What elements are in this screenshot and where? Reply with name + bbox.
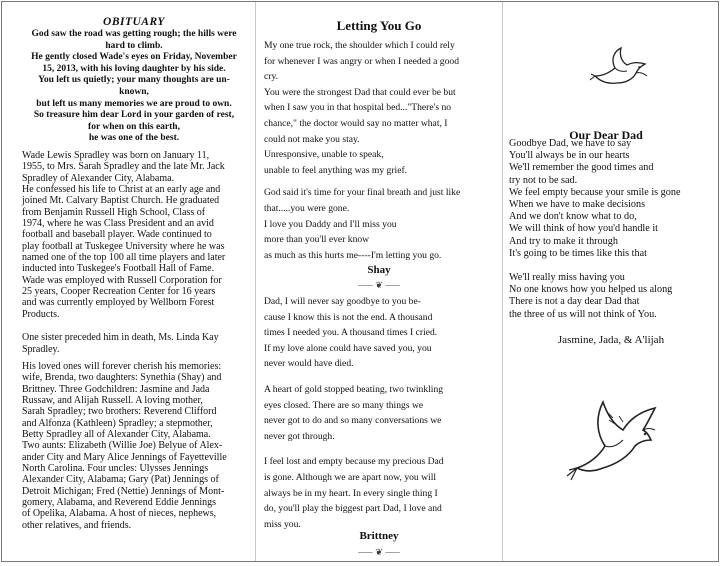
tribute-line: always be in my heart. In every single thing I — [264, 487, 438, 499]
poem-line: the three of us will not think of You. — [509, 308, 657, 320]
tribute-line: A heart of gold stopped beating, two twinkling — [264, 383, 444, 395]
bio-line: Spradley of Alexander City, Alabama. — [22, 172, 175, 184]
obituary-column — [16, 2, 252, 561]
shay-tribute — [264, 294, 496, 532]
tribute-line: eyes closed. There are so many things we — [264, 399, 424, 411]
tribute-line: I feel lost and empty because my precious Dad — [264, 456, 444, 468]
our-dear-dad-column — [507, 2, 715, 561]
obituary-title: OBITUARY — [103, 16, 165, 28]
bio-line: Two aunts: Elizabeth (Willie Joe) Belyue of Alex- — [22, 440, 223, 452]
our-dear-dad-title: Our Dear Dad — [569, 127, 643, 142]
bio-line: His loved ones will forever cherish his memories: — [22, 360, 222, 372]
dove-icon — [559, 390, 671, 486]
poem-line: You left us quietly; your many thoughts are un- — [38, 75, 230, 86]
poem-line: It's going to be times like this that — [509, 247, 647, 259]
poem-line: could not make you stay. — [264, 133, 360, 145]
bio-line: Products. — [22, 308, 60, 320]
poem-line: I love you Daddy and I'll miss you — [264, 218, 397, 230]
poem-line: He gently closed Wade's eyes on Friday, November — [31, 52, 237, 63]
bio-line: 1955, to Mrs. Sarah Spradley and the late Mr. Jack — [22, 161, 225, 173]
poem-line: We'll remember the good times and — [509, 162, 654, 174]
column-divider — [255, 2, 256, 561]
poem-line: cry. — [264, 71, 279, 83]
shay-signature: Shay — [367, 264, 391, 276]
tribute-line: cause I know this is not the end. A thousand — [264, 311, 433, 323]
poem-line: as much as this hurts me----I'm letting you go. — [264, 249, 442, 261]
tribute-line: miss you. — [264, 518, 301, 530]
bio-line: Wade was employed with Russell Corporation for — [22, 274, 222, 286]
poem-line: for whenever I was angry or when I needed a good — [264, 55, 459, 67]
poem-line: There is not a day dear Dad that — [509, 296, 640, 308]
poem-line: but left us many memories we are proud to own. — [36, 98, 232, 109]
letting-you-go-poem — [264, 38, 496, 263]
bio-line: ander City and Mary Alice Jennings of Fayetteville — [22, 451, 227, 463]
grandchildren-signature: Jasmine, Jada, & A'lijah — [557, 334, 665, 346]
letting-you-go-title: Letting You Go — [336, 18, 422, 33]
poem-line: when I saw you in that hospital bed..."There's no — [264, 102, 452, 114]
bio-line: inducted into Tuskegee's Football Hall of Fame. — [22, 263, 215, 275]
bio-line: Spradley. — [22, 343, 60, 355]
poem-line: When we have to make decisions — [509, 199, 646, 211]
brittney-signature: Brittney — [359, 530, 399, 542]
tribute-line: is gone. Although we are apart now, you will — [264, 471, 437, 483]
bio-line: play football at Tuskegee University where he was — [22, 240, 225, 252]
tribute-line: never would have died. — [264, 358, 354, 370]
our-dear-dad-poem — [509, 138, 713, 321]
bio-line: from Benjamin Russell High School, Class of — [22, 206, 206, 218]
bio-line: Russaw, and Alijah Russell. A loving mother, — [22, 394, 203, 406]
poem-line: We feel empty because your smile is gone — [509, 186, 681, 198]
bio-line: football and baseball player. Wade continued to — [22, 229, 212, 241]
bio-line: Detroit Michigan; Fred (Nettie) Jennings of Mont- — [22, 485, 225, 497]
poem-line: God saw the road was getting rough; the hills were — [31, 29, 237, 39]
bio-line: and was currently employed by Wellborn Forest — [22, 297, 215, 309]
poem-line: Goodbye Dad, we have to say — [509, 138, 632, 149]
bio-line: 1974, where he was Class President and an avid — [22, 218, 214, 230]
bio-line: named one of the top 100 all time players and later — [22, 252, 226, 264]
poem-line: No one knows how you helped us along — [509, 284, 673, 296]
poem-line: You'll always be in our hearts — [509, 150, 630, 162]
bio-line: He confessed his life to Christ at an early age and — [22, 184, 221, 196]
poem-line: hard to climb. — [105, 40, 163, 51]
tribute-line: times I needed you. A thousand times I cried. — [264, 327, 438, 339]
poem-line: God said it's time for your final breath and just like — [264, 187, 461, 199]
bio-line: wife, Brenda, two daughters: Synethia (Shay) and — [22, 372, 222, 384]
bio-line: One sister preceded him in death, Ms. Linda Kay — [22, 332, 219, 344]
poem-line: chance," the doctor would say no matter what, I — [264, 117, 448, 129]
tribute-line: If my love alone could have saved you, you — [264, 342, 432, 354]
bio-line: other relatives, and friends. — [22, 519, 132, 531]
bio-line: North Carolina. Four uncles: Ulysses Jennings — [22, 462, 209, 474]
bio-line: Sarah Spradley; two brothers: Reverend Clifford — [22, 406, 217, 418]
bio-line: joined Mt. Calvary Baptist Church. He graduated — [22, 195, 220, 207]
tributes-column — [260, 2, 498, 561]
program-page — [1, 1, 719, 562]
ornament-divider: ⸺ ❦ ⸺ — [357, 547, 401, 557]
poem-line: And we don't know what to do, — [509, 211, 637, 223]
column-divider — [502, 2, 503, 561]
bio-line: of Opelika, Alabama. A host of nieces, nephews, — [22, 508, 217, 520]
bio-line: Betty Spradley all of Alexander City, Alabama. — [22, 428, 211, 440]
bio-line: and Alfonza (Kathleen) Spradley; a stepmother, — [22, 417, 213, 429]
bio-line: Wade Lewis Spradley was born on January 11, — [22, 150, 210, 161]
poem-line: So treasure him dear Lord in your garden of rest, — [33, 110, 235, 121]
ornament-divider: ⸺ ❦ ⸺ — [357, 280, 401, 290]
tribute-line: do, you'll play the biggest part Dad, I love and — [264, 503, 442, 515]
obituary-biography — [22, 144, 250, 531]
poem-line: We'll really miss having you — [509, 272, 625, 284]
poem-line: Unresponsive, unable to speak, — [264, 149, 384, 161]
poem-line: that.....you were gone. — [264, 202, 350, 214]
bio-line: Brittney. Three Godchildren: Jasmine and Jada — [22, 383, 210, 395]
tribute-line: never got through. — [264, 430, 335, 442]
poem-line: 15, 2013, with his loving daughter by his side. — [42, 63, 226, 74]
poem-line: You were the strongest Dad that could ever be but — [264, 86, 456, 98]
poem-line: he was one of the best. — [88, 133, 180, 144]
poem-line: for when on this earth, — [88, 121, 180, 132]
poem-line: more than you'll ever know — [264, 234, 370, 246]
tribute-line: Dad, I will never say goodbye to you be- — [264, 296, 421, 307]
tribute-line: never got to do and so many conversations we — [264, 415, 442, 427]
bio-line: 25 years, Cooper Recreation Center for 16 years — [22, 286, 216, 298]
poem-line: unable to feel anything was my grief. — [264, 164, 408, 176]
poem-line: known, — [119, 86, 149, 97]
poem-line: And try to make it through — [509, 235, 618, 247]
obituary-poem — [16, 29, 252, 145]
poem-line: My one true rock, the shoulder which I could rely — [264, 40, 455, 51]
bio-line: Alexander City, Alabama; Gary (Pat) Jennings of — [22, 474, 219, 486]
dove-icon — [589, 46, 651, 92]
bio-line: gomery, Alabama, and Reverend Eddie Jennings — [22, 496, 217, 508]
poem-line: try not to be sad. — [509, 174, 578, 186]
poem-line: We will think of how you'd handle it — [509, 223, 658, 235]
